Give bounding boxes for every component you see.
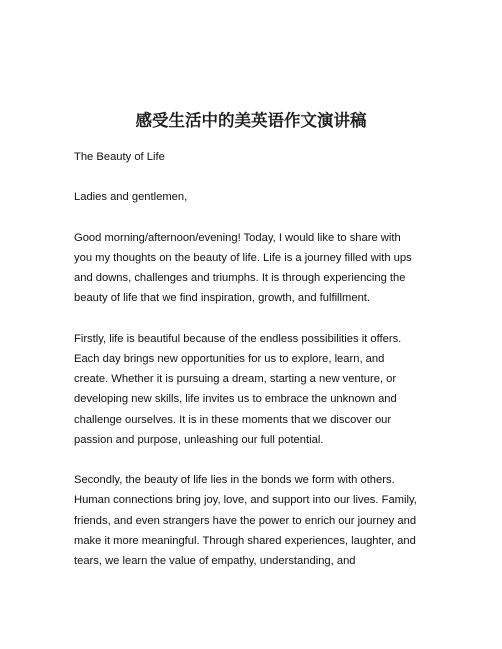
text-line: Firstly, life is beautiful because of the endless possibilities it offers. [74,332,402,345]
paragraph-intro [74,228,440,309]
text-line: Ladies and gentlemen, [74,191,188,204]
text-line: create. Whether it is pursuing a dream, starting a new venture, or [74,373,397,386]
text-line: The Beauty of Life [74,151,165,163]
document-body [74,147,440,591]
text-line: Good morning/afternoon/evening! Today, I would like to share with [74,231,401,244]
text-line: make it more meaningful. Through shared experiences, laughter, and [74,534,416,547]
text-line: and downs, challenges and triumphs. It is through experiencing the [74,272,406,285]
text-line: friends, and even strangers have the power to enrich our journey and [74,514,417,527]
text-line: challenge ourselves. It is in these moments that we discover our [74,413,392,426]
document-title: 感受生活中的美英语作文演讲稿 [135,111,367,130]
text-line: Human connections bring joy, love, and support into our lives. Family, [74,494,417,507]
paragraph-subtitle [74,147,440,167]
text-line: passion and purpose, unleashing our full potential. [74,433,324,446]
text-line: tears, we learn the value of empathy, understanding, and [74,555,356,567]
text-line: Secondly, the beauty of life lies in the bonds we form with others. [74,474,395,487]
text-line: developing new skills, life invites us to embrace the unknown and [74,393,397,406]
text-line: you my thoughts on the beauty of life. Life is a journey filled with ups [74,251,412,264]
paragraph-secondly [74,470,440,571]
text-line: Each day brings new opportunities for us to explore, learn, and [74,352,385,365]
paragraph-firstly [74,329,440,450]
paragraph-salutation [74,187,440,207]
text-line: beauty of life that we find inspiration, growth, and fulfillment. [74,292,371,305]
